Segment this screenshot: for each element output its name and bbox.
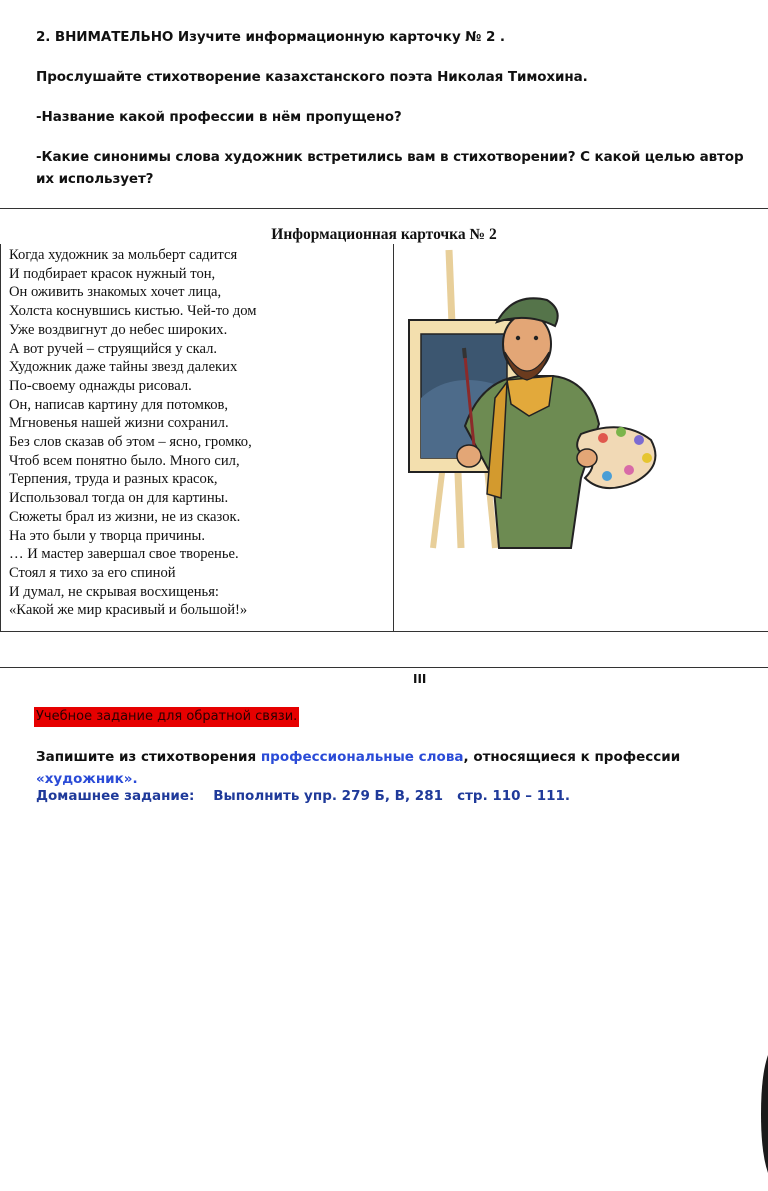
poem-line: По-своему однажды рисовал. [9, 377, 192, 394]
painter-illustration [403, 248, 663, 560]
feedback-task-text [36, 746, 768, 790]
top-divider [0, 208, 768, 209]
poem-line: И подбирает красок нужный тон, [9, 265, 216, 282]
poem-line: А вот ручей – струящийся у скал. [9, 340, 218, 357]
poem-line: Холста коснувшись кистью. Чей-то дом [9, 303, 257, 320]
poem-line: Чтоб всем понятно было. Много сил, [9, 452, 240, 469]
page-edge-mark [760, 1055, 768, 1173]
poem-text [9, 246, 389, 620]
task-term: «художник». [36, 771, 138, 787]
poem-line: Он оживить знакомых хочет лица, [9, 284, 222, 301]
question-profession: -Название какой профессии в нём пропущено? [36, 109, 402, 125]
poem-line: Мгновенья нашей жизни сохранил. [9, 415, 229, 432]
feedback-task-label: Учебное задание для обратной связи. [34, 707, 299, 727]
poem-line: … И мастер завершал свое творенье. [9, 546, 239, 563]
poem-line: И думал, не скрывая восхищенья: [9, 583, 219, 600]
homework-assignment: Домашнее задание: Выполнить упр. 279 Б, В, 281 стр. 110 – 111. [36, 788, 571, 804]
table-column-divider [393, 244, 394, 631]
question-synonyms: -Какие синонимы слова художник встретились вам в стихотворении? С какой целью автор их использует? [36, 149, 744, 187]
card-title: Информационная карточка № 2 [271, 226, 497, 243]
poem-line: Без слов сказав об этом – ясно, громко, [9, 434, 252, 451]
poem-line: Использовал тогда он для картины. [9, 490, 229, 507]
poem-line: Он, написав картину для потомков, [9, 396, 229, 413]
instruction-listen: Прослушайте стихотворение казахстанского поэта Николая Тимохина. [36, 69, 588, 85]
bottom-divider [0, 667, 768, 668]
poem-line: Стоял я тихо за его спиной [9, 564, 176, 581]
poem-line: Художник даже тайны звезд далеких [9, 359, 238, 376]
task-highlight: профессиональные слова [260, 749, 464, 765]
instruction-heading: 2. ВНИМАТЕЛЬНО Изучите информационную карточку № 2 . [36, 29, 505, 45]
task-prefix: Запишите из стихотворения [36, 749, 261, 765]
info-card-table [0, 244, 768, 632]
section-number: III [413, 672, 427, 686]
poem-line: «Какой же мир красивый и большой!» [9, 602, 248, 619]
poem-line: На это были у творца причины. [9, 527, 206, 544]
task-middle: , относящиеся к профессии [463, 749, 681, 765]
poem-line: Сюжеты брал из жизни, не из сказок. [9, 508, 241, 525]
poem-line: Уже воздвигнут до небес широких. [9, 321, 228, 338]
poem-line: Когда художник за мольберт садится [9, 247, 238, 263]
poem-line: Терпения, труда и разных красок, [9, 471, 218, 488]
